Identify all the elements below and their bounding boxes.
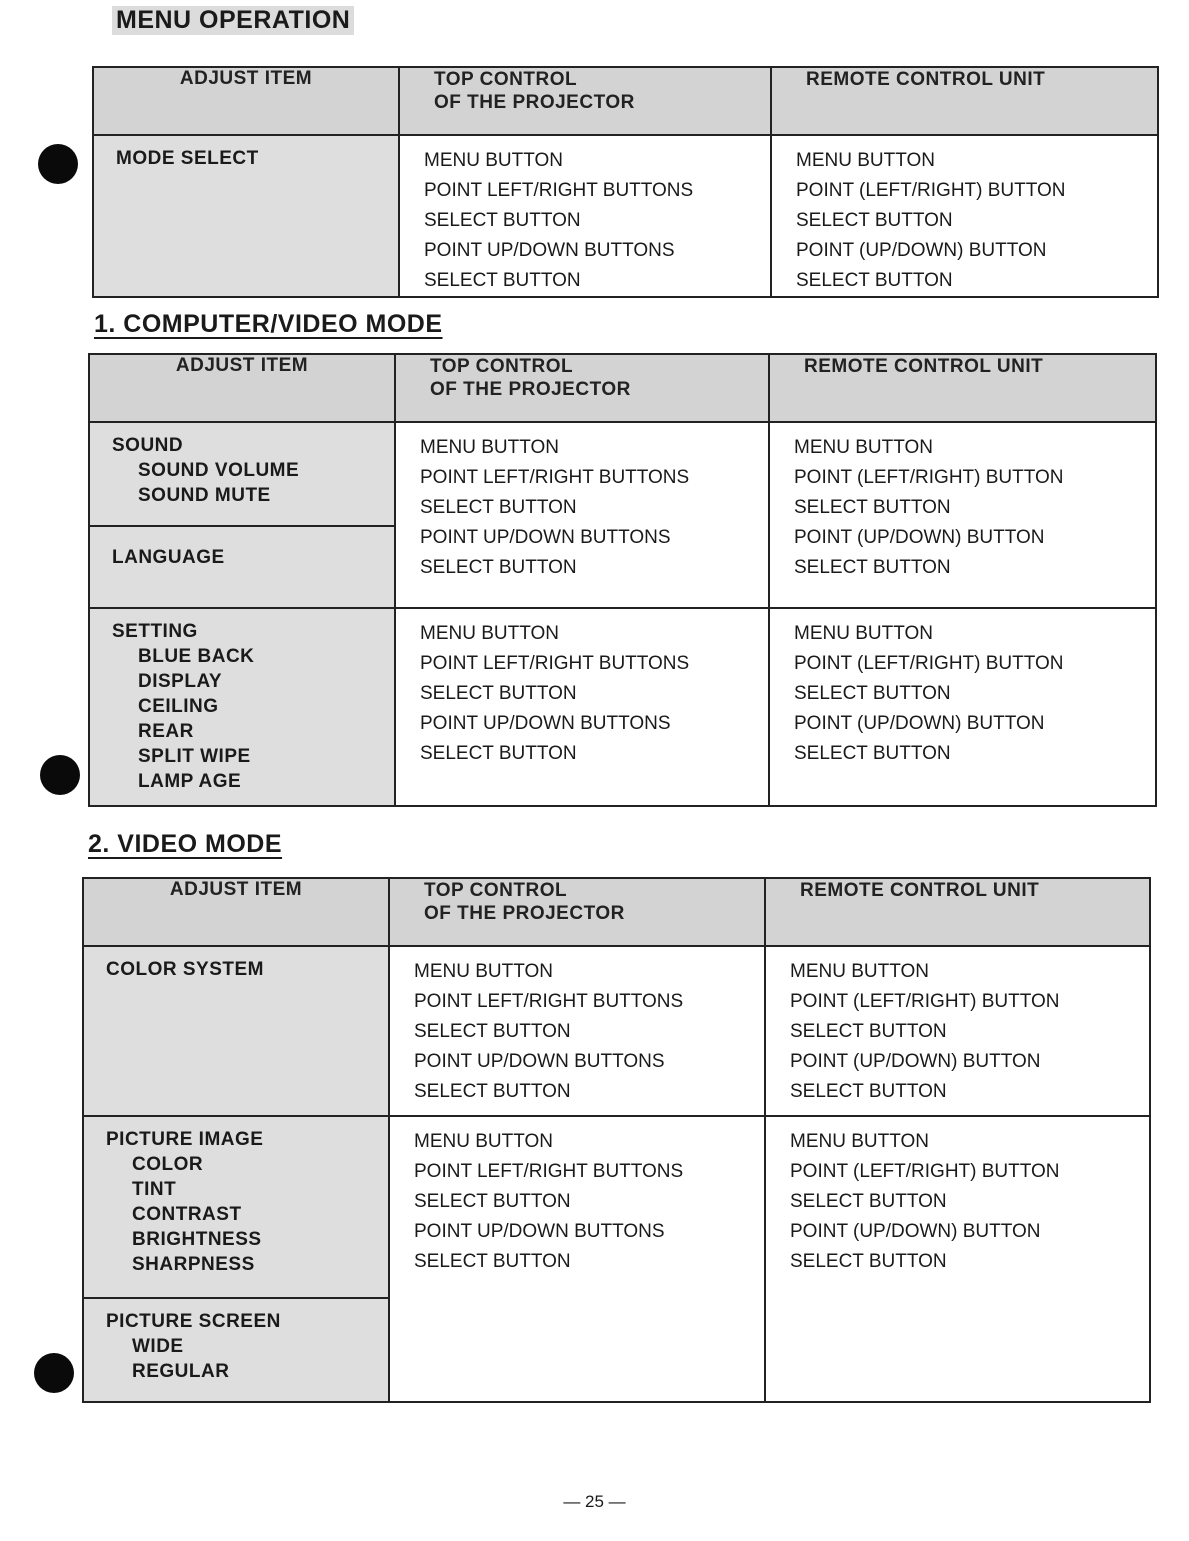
step: POINT UP/DOWN BUTTONS: [420, 713, 671, 734]
adjust-item-cell: [83, 1116, 389, 1402]
step: SELECT BUTTON: [796, 270, 953, 291]
adjust-subitem: TINT: [132, 1179, 177, 1200]
table-row: [93, 135, 1158, 297]
step: MENU BUTTON: [790, 961, 929, 982]
top-control-steps: [389, 946, 765, 1116]
adjust-item: PICTURE SCREEN: [106, 1311, 281, 1332]
step: MENU BUTTON: [414, 961, 553, 982]
table-row: [83, 946, 1150, 1116]
table-row: [83, 1116, 1150, 1402]
step: SELECT BUTTON: [796, 210, 953, 231]
step: SELECT BUTTON: [420, 743, 577, 764]
adjust-item: MODE SELECT: [116, 148, 259, 169]
step: POINT (UP/DOWN) BUTTON: [790, 1221, 1041, 1242]
table-header-row: [89, 354, 1156, 422]
step: POINT UP/DOWN BUTTONS: [414, 1051, 665, 1072]
step: SELECT BUTTON: [414, 1191, 571, 1212]
step: POINT LEFT/RIGHT BUTTONS: [414, 1161, 684, 1182]
step: SELECT BUTTON: [794, 557, 951, 578]
adjust-item-header: ADJUST ITEM: [93, 67, 399, 135]
step: POINT (UP/DOWN) BUTTON: [794, 527, 1045, 548]
step: POINT LEFT/RIGHT BUTTONS: [420, 467, 690, 488]
adjust-item-cell: [83, 946, 389, 1116]
step: SELECT BUTTON: [790, 1251, 947, 1272]
top-control-steps: [389, 1116, 765, 1402]
adjust-item: SETTING: [112, 621, 198, 642]
step: POINT (UP/DOWN) BUTTON: [794, 713, 1045, 734]
step: POINT (UP/DOWN) BUTTON: [796, 240, 1047, 261]
remote-control-header-label: REMOTE CONTROL UNIT: [806, 69, 1046, 90]
table-header-row: [83, 878, 1150, 946]
step: SELECT BUTTON: [420, 557, 577, 578]
top-control-header-line: TOP CONTROL: [430, 356, 574, 377]
adjust-subitem: SOUND MUTE: [138, 485, 271, 506]
step: POINT LEFT/RIGHT BUTTONS: [424, 180, 694, 201]
step: POINT (LEFT/RIGHT) BUTTON: [790, 1161, 1060, 1182]
step: SELECT BUTTON: [794, 743, 951, 764]
section-title-menu-operation: MENU OPERATION: [112, 6, 354, 35]
adjust-item: LANGUAGE: [112, 547, 225, 568]
step: MENU BUTTON: [420, 437, 559, 458]
video-mode-table: [82, 877, 1151, 1403]
step: SELECT BUTTON: [790, 1021, 947, 1042]
adjust-item-header: ADJUST ITEM: [83, 878, 389, 946]
top-control-header-line: OF THE PROJECTOR: [430, 379, 631, 400]
adjust-subitem: SHARPNESS: [132, 1254, 255, 1275]
top-control-header-line: OF THE PROJECTOR: [434, 92, 635, 113]
step: POINT LEFT/RIGHT BUTTONS: [414, 991, 684, 1012]
step: SELECT BUTTON: [420, 497, 577, 518]
remote-control-steps: [769, 422, 1156, 608]
step: MENU BUTTON: [794, 623, 933, 644]
step: POINT (LEFT/RIGHT) BUTTON: [796, 180, 1066, 201]
adjust-subitem: REAR: [138, 721, 194, 742]
top-control-header-line: OF THE PROJECTOR: [424, 903, 625, 924]
step: POINT (LEFT/RIGHT) BUTTON: [794, 653, 1064, 674]
remote-control-steps: [765, 1116, 1150, 1402]
adjust-subitem: REGULAR: [132, 1361, 230, 1382]
adjust-item: PICTURE IMAGE: [106, 1129, 264, 1150]
step: MENU BUTTON: [794, 437, 933, 458]
adjust-item-header: ADJUST ITEM: [89, 354, 395, 422]
step: POINT UP/DOWN BUTTONS: [414, 1221, 665, 1242]
remote-control-header: [765, 878, 1150, 946]
adjust-item-cell: [89, 608, 395, 806]
step: POINT UP/DOWN BUTTONS: [420, 527, 671, 548]
remote-control-header-label: REMOTE CONTROL UNIT: [800, 880, 1040, 901]
table-header-row: [93, 67, 1158, 135]
punch-hole: [34, 1353, 74, 1393]
adjust-subitem: WIDE: [132, 1336, 184, 1357]
step: POINT (LEFT/RIGHT) BUTTON: [790, 991, 1060, 1012]
remote-control-steps: [769, 608, 1156, 806]
remote-control-steps: [771, 135, 1158, 297]
step: SELECT BUTTON: [420, 683, 577, 704]
top-control-steps: [399, 135, 771, 297]
remote-control-header-label: REMOTE CONTROL UNIT: [804, 356, 1044, 377]
top-control-header: [399, 67, 771, 135]
adjust-subitem: BRIGHTNESS: [132, 1229, 262, 1250]
step: SELECT BUTTON: [414, 1081, 571, 1102]
step: SELECT BUTTON: [790, 1191, 947, 1212]
adjust-subitem: COLOR: [132, 1154, 204, 1175]
step: SELECT BUTTON: [790, 1081, 947, 1102]
step: SELECT BUTTON: [414, 1021, 571, 1042]
computer-video-mode-table: [88, 353, 1157, 807]
step: SELECT BUTTON: [794, 497, 951, 518]
page-number: — 25 —: [563, 1492, 626, 1511]
adjust-item: SOUND: [112, 435, 184, 456]
remote-control-header: [771, 67, 1158, 135]
menu-operation-table: [92, 66, 1159, 298]
step: POINT (UP/DOWN) BUTTON: [790, 1051, 1041, 1072]
step: MENU BUTTON: [796, 150, 935, 171]
step: POINT (LEFT/RIGHT) BUTTON: [794, 467, 1064, 488]
top-control-header: [389, 878, 765, 946]
section-title-computer-video-mode: 1. COMPUTER/VIDEO MODE: [94, 310, 443, 338]
punch-hole: [38, 144, 78, 184]
step: POINT UP/DOWN BUTTONS: [424, 240, 675, 261]
remote-control-header: [769, 354, 1156, 422]
adjust-subitem: BLUE BACK: [138, 646, 255, 667]
adjust-subitem: DISPLAY: [138, 671, 223, 692]
top-control-steps: [395, 422, 769, 608]
adjust-item: COLOR SYSTEM: [106, 959, 265, 980]
adjust-item-cell: [93, 135, 399, 297]
adjust-subitem: CEILING: [138, 696, 219, 717]
step: MENU BUTTON: [790, 1131, 929, 1152]
table-row: [89, 422, 1156, 608]
punch-hole: [40, 755, 80, 795]
step: SELECT BUTTON: [794, 683, 951, 704]
adjust-subitem: SOUND VOLUME: [138, 460, 300, 481]
step: SELECT BUTTON: [414, 1251, 571, 1272]
step: POINT LEFT/RIGHT BUTTONS: [420, 653, 690, 674]
step: MENU BUTTON: [420, 623, 559, 644]
adjust-subitem: CONTRAST: [132, 1204, 242, 1225]
adjust-item-cell: [89, 422, 395, 608]
top-control-steps: [395, 608, 769, 806]
table-row: [89, 608, 1156, 806]
top-control-header-line: TOP CONTROL: [434, 69, 578, 90]
section-title-video-mode: 2. VIDEO MODE: [88, 830, 283, 858]
step: SELECT BUTTON: [424, 210, 581, 231]
step: SELECT BUTTON: [424, 270, 581, 291]
step: MENU BUTTON: [414, 1131, 553, 1152]
adjust-subitem: SPLIT WIPE: [138, 746, 251, 767]
top-control-header-line: TOP CONTROL: [424, 880, 568, 901]
top-control-header: [395, 354, 769, 422]
step: MENU BUTTON: [424, 150, 563, 171]
adjust-subitem: LAMP AGE: [138, 771, 242, 792]
remote-control-steps: [765, 946, 1150, 1116]
